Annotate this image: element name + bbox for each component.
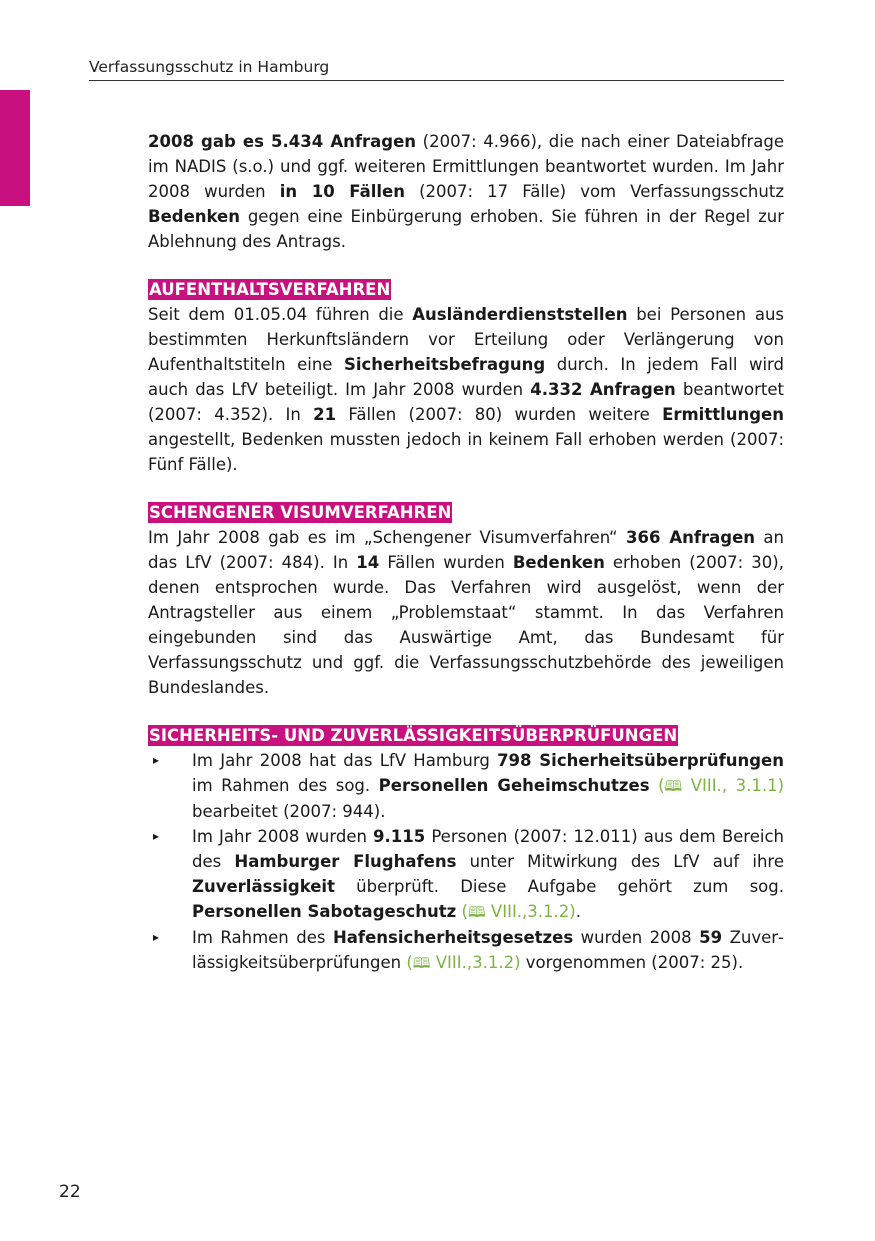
page-content xyxy=(148,129,784,976)
schengen-bold: Bedenken xyxy=(512,553,605,572)
intro-bold-3: Bedenken xyxy=(148,207,240,226)
aufenthalt-text: bei Personen aus bestimmten Herkunftsländern vor Erteilung oder Verlängerung von Aufenthaltstiteln eine xyxy=(148,305,784,374)
aufenthalt-text: beantwortet (2007: 4.352). In xyxy=(148,380,784,424)
item-text xyxy=(650,776,659,795)
aufenthalt-text: Fällen (2007: 80) wurden weitere xyxy=(336,405,663,424)
item-text: überprüft. Diese Aufgabe gehört zum sog. xyxy=(334,877,784,896)
running-header: Verfassungsschutz in Hamburg xyxy=(89,58,784,81)
arrow-right-icon: ▸ xyxy=(153,829,160,843)
cross-reference-link[interactable] xyxy=(462,902,576,921)
list-item xyxy=(148,925,784,976)
item-text: im Rahmen des sog. xyxy=(192,776,379,795)
schengen-text: Im Jahr 2008 gab es im „Schengener Visumverfahren“ xyxy=(148,528,626,547)
item-text: Im Jahr 2008 hat das LfV Hamburg xyxy=(192,751,498,770)
cross-reference-link[interactable] xyxy=(406,953,520,972)
item-bold: Hafensicherheitsgesetzes xyxy=(332,928,574,947)
page-number: 22 xyxy=(59,1182,81,1202)
book-icon: 🕮 xyxy=(412,954,431,972)
aufenthalt-paragraph xyxy=(148,302,784,477)
heading-sicherheitsueberpruefungen: SICHERHEITS- UND ZUVERLÄSSIGKEITSÜBERPRÜFUNGEN xyxy=(149,726,678,745)
aufenthalt-text: angestellt, Bedenken mussten jedoch in keinem Fall erhoben werden (2007: Fünf Fälle). xyxy=(148,430,784,474)
aufenthalt-bold: Ermittlungen xyxy=(662,405,784,424)
aufenthalt-bold: 21 xyxy=(313,405,337,424)
item-bold: Hamburger Flughafens xyxy=(234,852,457,871)
schengen-text: Fällen wurden xyxy=(379,553,513,572)
ref-text: VIII.,3.1.2) xyxy=(435,953,521,972)
arrow-right-icon: ▸ xyxy=(153,753,160,767)
ref-open: ( xyxy=(461,902,468,921)
intro-text-1: (2007: 4.966), die nach einer Dateiabfrage im NADIS (s.o.) und ggf. weiteren Ermittlungen beantwortet wurden. Im Jahr 2008 wurden xyxy=(148,132,784,201)
ref-text: VIII., 3.1.1) xyxy=(690,776,785,795)
checks-bullet-list xyxy=(148,748,784,976)
book-icon: 🕮 xyxy=(664,777,683,795)
item-text: wurden 2008 xyxy=(573,928,700,947)
schengen-bold: 14 xyxy=(356,553,380,572)
item-bold: 798 Sicherheitsüberprüfungen xyxy=(497,751,784,770)
heading-aufenthaltsverfahren: AUFENTHALTSVERFAHREN xyxy=(149,280,391,299)
item-bold: Personellen Geheimschutzes xyxy=(378,776,650,795)
item-text: Im Jahr 2008 wurden xyxy=(192,827,374,846)
item-bold: 9.115 xyxy=(373,827,426,846)
intro-text-2: (2007: 17 Fälle) vom Verfassungsschutz xyxy=(404,182,784,201)
aufenthalt-bold: Sicherheitsbefragung xyxy=(343,355,546,374)
item-text: . xyxy=(575,902,581,921)
item-bold: Personellen Sabotageschutz xyxy=(192,902,457,921)
list-item xyxy=(148,748,784,824)
item-bold: 59 xyxy=(699,928,723,947)
list-item xyxy=(148,824,784,925)
item-text: vorgenommen (2007: 25). xyxy=(520,953,744,972)
schengen-text: erhoben (2007: 30), denen entsprochen wurde. Das Verfahren wird ausgelöst, wenn der Antragsteller aus einem „Problemstaat“ stammt. In das Verfahren eingebunden sind das Auswärtige Amt, das Bundesamt für Verfassungsschutz und ggf. die Verfassungsschutzbehörde des jeweiligen Bundeslandes. xyxy=(148,553,784,697)
intro-bold-2: in 10 Fällen xyxy=(279,182,405,201)
intro-text-3: gegen eine Einbürgerung erhoben. Sie führen in der Regel zur Ablehnung des Antrags. xyxy=(148,207,784,251)
aufenthalt-bold: 4.332 Anfragen xyxy=(530,380,676,399)
arrow-right-icon: ▸ xyxy=(153,930,160,944)
ref-open: ( xyxy=(406,953,413,972)
item-text: bearbeitet (2007: 944). xyxy=(192,802,386,821)
item-bold: Zuverlässigkeit xyxy=(192,877,335,896)
item-text: Zuverlässigkeitsüberprüfungen xyxy=(192,928,784,972)
aufenthalt-text: durch. In jedem Fall wird auch das LfV beteiligt. Im Jahr 2008 wurden xyxy=(148,355,784,399)
ref-open: ( xyxy=(658,776,665,795)
schengen-bold: 366 Anfragen xyxy=(625,528,756,547)
item-text: Personen (2007: 12.011) aus dem Bereich des xyxy=(192,827,784,871)
aufenthalt-text: Seit dem 01.05.04 führen die xyxy=(148,305,413,324)
schengen-text: an das LfV (2007: 484). In xyxy=(148,528,784,572)
chapter-tab-marker xyxy=(0,90,30,206)
cross-reference-link[interactable] xyxy=(658,776,784,795)
aufenthalt-bold: Ausländerdienststellen xyxy=(412,305,628,324)
item-text: unter Mitwirkung des LfV auf ihre xyxy=(456,852,784,871)
book-icon: 🕮 xyxy=(467,903,486,921)
item-text: Im Rahmen des xyxy=(192,928,333,947)
heading-schengener-visumverfahren: SCHENGENER VISUMVERFAHREN xyxy=(149,503,452,522)
intro-bold-1: 2008 gab es 5.434 Anfragen xyxy=(148,132,417,151)
ref-text: VIII.,3.1.2) xyxy=(490,902,576,921)
schengen-paragraph xyxy=(148,525,784,700)
intro-paragraph xyxy=(148,129,784,254)
